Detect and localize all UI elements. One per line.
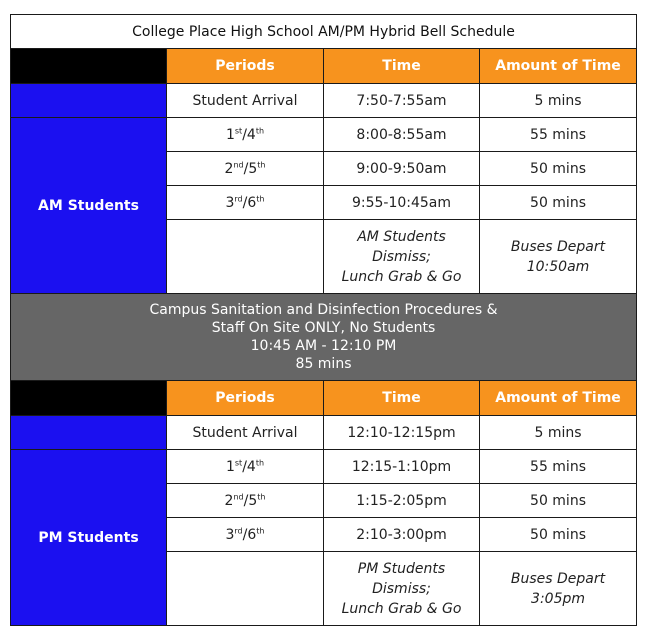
- empty-cell: [167, 220, 324, 294]
- period-cell: Student Arrival: [167, 84, 324, 118]
- time-cell: 12:15-1:10pm: [324, 450, 480, 484]
- time-cell: 7:50-7:55am: [324, 84, 480, 118]
- time-cell: 9:55-10:45am: [324, 186, 480, 220]
- time-cell: 12:10-12:15pm: [324, 416, 480, 450]
- bell-schedule-table: [10, 14, 637, 626]
- time-cell: 1:15-2:05pm: [324, 484, 480, 518]
- header-amount: Amount of Time: [480, 381, 637, 416]
- am-period-row: [11, 118, 637, 152]
- header-periods: Periods: [167, 381, 324, 416]
- am-dismiss-note: AM Students Dismiss; Lunch Grab & Go: [324, 220, 480, 294]
- amount-cell: 5 mins: [480, 416, 637, 450]
- am-buses-note: Buses Depart 10:50am: [480, 220, 637, 294]
- amount-cell: 55 mins: [480, 118, 637, 152]
- amount-cell: 55 mins: [480, 450, 637, 484]
- schedule-title: College Place High School AM/PM Hybrid Bell Schedule: [11, 15, 637, 49]
- header-amount: Amount of Time: [480, 49, 637, 84]
- pm-dismiss-note: PM Students Dismiss; Lunch Grab & Go: [324, 552, 480, 626]
- header-time: Time: [324, 381, 480, 416]
- header-corner: [11, 381, 167, 416]
- am-arrival-label-cell: [11, 84, 167, 118]
- empty-cell: [167, 552, 324, 626]
- amount-cell: 50 mins: [480, 186, 637, 220]
- pm-arrival-row: [11, 416, 637, 450]
- sanitation-break-row: [11, 294, 637, 381]
- header-corner: [11, 49, 167, 84]
- pm-header-row: [11, 381, 637, 416]
- period-cell: 2nd/5th: [167, 152, 324, 186]
- period-cell: 3rd/6th: [167, 186, 324, 220]
- pm-students-label: PM Students: [11, 450, 167, 626]
- time-cell: 2:10-3:00pm: [324, 518, 480, 552]
- period-cell: 2nd/5th: [167, 484, 324, 518]
- amount-cell: 50 mins: [480, 484, 637, 518]
- period-cell: 3rd/6th: [167, 518, 324, 552]
- sanitation-break-banner: Campus Sanitation and Disinfection Procedures & Staff On Site ONLY, No Students 10:45 AM - 12:10 PM 85 mins: [11, 294, 637, 381]
- period-cell: 1st/4th: [167, 450, 324, 484]
- am-students-label: AM Students: [11, 118, 167, 294]
- am-header-row: [11, 49, 637, 84]
- time-cell: 8:00-8:55am: [324, 118, 480, 152]
- amount-cell: 50 mins: [480, 152, 637, 186]
- time-cell: 9:00-9:50am: [324, 152, 480, 186]
- amount-cell: 50 mins: [480, 518, 637, 552]
- period-cell: Student Arrival: [167, 416, 324, 450]
- pm-period-row: [11, 450, 637, 484]
- header-time: Time: [324, 49, 480, 84]
- amount-cell: 5 mins: [480, 84, 637, 118]
- pm-buses-note: Buses Depart 3:05pm: [480, 552, 637, 626]
- pm-arrival-label-cell: [11, 416, 167, 450]
- header-periods: Periods: [167, 49, 324, 84]
- period-cell: 1st/4th: [167, 118, 324, 152]
- am-arrival-row: [11, 84, 637, 118]
